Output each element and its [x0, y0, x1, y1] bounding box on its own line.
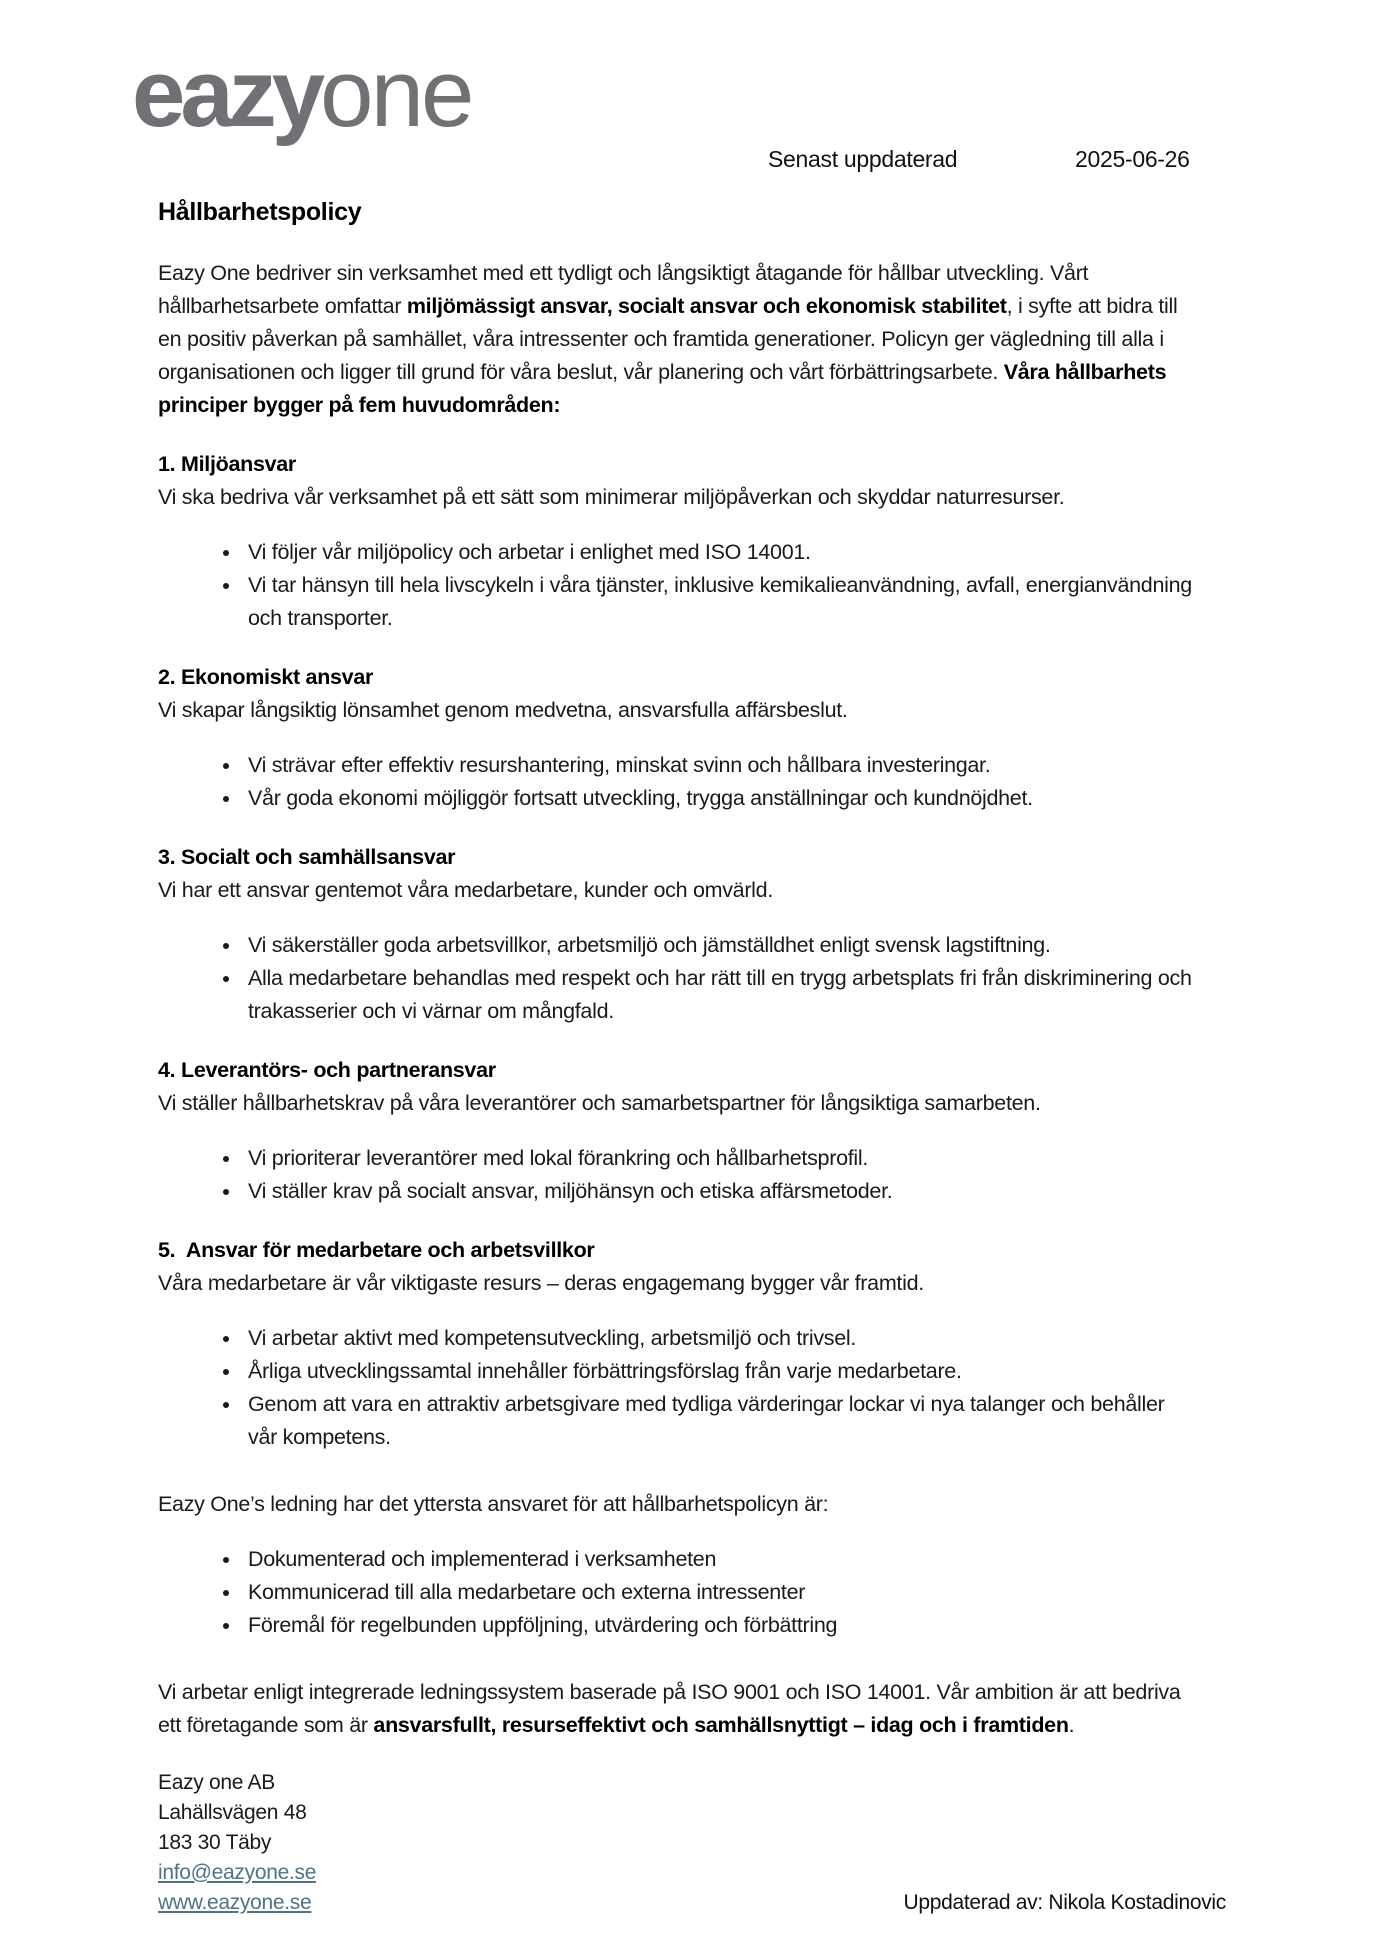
- section-socialt-ansvar: [158, 841, 1194, 1028]
- section-lead: Våra medarbetare är vår viktigaste resurs – deras engagemang bygger vår framtid.: [158, 1270, 924, 1295]
- closing-text: .: [1068, 1712, 1075, 1737]
- bullet-list: [158, 929, 1194, 1028]
- bullet-item: • Vi ställer krav på socialt ansvar, miljöhänsyn och etiska affärsmetoder.: [242, 1175, 1194, 1208]
- footer-company: Eazy one AB: [158, 1770, 275, 1794]
- website-link[interactable]: www.eazyone.se: [158, 1890, 312, 1914]
- section-ledningsansvar: [158, 1488, 1194, 1642]
- eazyone-logo: [132, 42, 1194, 146]
- page-title: Hållbarhetspolicy: [158, 197, 362, 226]
- bullet-item: • Vår goda ekonomi möjliggör fortsatt utveckling, trygga anställningar och kundnöjdhet.: [242, 782, 1194, 815]
- intro-text-bold: Våra hållbarhets principer bygger på fem huvudområden:: [158, 359, 1167, 417]
- logo-light-part: one: [320, 40, 472, 147]
- intro-text-bold: miljömässigt ansvar, socialt ansvar och ekonomisk stabilitet: [406, 293, 1007, 318]
- intro-text: Eazy One bedriver sin verksamhet med ett tydligt och långsiktigt åtagande för hållbar utveckling. Vårt hållbarhetsarbete omfattar: [158, 260, 1089, 318]
- section-lead: Vi ställer hållbarhetskrav på våra leverantörer och samarbetspartner för långsiktiga samarbeten.: [158, 1090, 1041, 1115]
- section-lead: Vi ska bedriva vår verksamhet på ett sätt som minimerar miljöpåverkan och skyddar naturresurser.: [158, 484, 1065, 509]
- bullet-list: [158, 1142, 1194, 1208]
- bullet-list: [158, 749, 1194, 815]
- intro-text: , i syfte att bidra till en positiv påverkan på samhället, våra intressenter och framtida generationer. Policyn ger vägledning till alla i organisationen och ligger till grund för våra beslut, vår planering och vårt förbättringsarbete.: [158, 293, 1178, 384]
- bullet-item: • Vi tar hänsyn till hela livscykeln i våra tjänster, inklusive kemikalieanvändning, avfall, energianvändning och transporter.: [242, 569, 1194, 635]
- closing-text: Vi arbetar enligt integrerade ledningssystem baserade på ISO 9001 och ISO 14001. Vår ambition är att bedriva ett företagande som är: [158, 1679, 1181, 1737]
- bullet-item: • Vi prioriterar leverantörer med lokal förankring och hållbarhetsprofil.: [242, 1142, 1194, 1175]
- section-heading: 4. Leverantörs- och partneransvar: [158, 1057, 496, 1082]
- section-heading: 3. Socialt och samhällsansvar: [158, 844, 456, 869]
- email-link[interactable]: info@eazyone.se: [158, 1860, 317, 1884]
- section-heading: 2. Ekonomiskt ansvar: [158, 664, 374, 689]
- section-leverantorsansvar: [158, 1054, 1194, 1208]
- footer-street: Lahällsvägen 48: [158, 1800, 307, 1824]
- bullet-list: [158, 536, 1194, 635]
- bullet-item: • Alla medarbetare behandlas med respekt och har rätt till en trygg arbetsplats fri från diskriminering och trakasserier och vi värnar om mångfald.: [242, 962, 1194, 1028]
- updated-by-text: Uppdaterad av: Nikola Kostadinovic: [903, 1890, 1226, 1914]
- section-miljoansvar: [158, 448, 1194, 635]
- bullet-item: • Dokumenterad och implementerad i verksamheten: [242, 1543, 1194, 1576]
- section-lead: Vi har ett ansvar gentemot våra medarbetare, kunder och omvärld.: [158, 877, 773, 902]
- section-medarbetaransvar: [158, 1234, 1194, 1454]
- intro-paragraph: [158, 257, 1194, 422]
- section-ekonomiskt-ansvar: [158, 661, 1194, 815]
- bullet-item: • Föremål för regelbunden uppföljning, utvärdering och förbättring: [242, 1609, 1194, 1642]
- management-lead: Eazy One’s ledning har det yttersta ansvaret för att hållbarhetspolicyn är:: [158, 1491, 829, 1516]
- section-lead: Vi skapar långsiktig lönsamhet genom medvetna, ansvarsfulla affärsbeslut.: [158, 697, 848, 722]
- closing-text-bold: ansvarsfullt, resurseffektivt och samhällsnyttigt – idag och i framtiden: [373, 1712, 1069, 1737]
- last-updated-date: 2025-06-26: [1075, 146, 1190, 172]
- bullet-list: [158, 1543, 1194, 1642]
- bullet-item: • Vi säkerställer goda arbetsvillkor, arbetsmiljö och jämställdhet enligt svensk lagstiftning.: [242, 929, 1194, 962]
- closing-paragraph: [158, 1676, 1194, 1742]
- bullet-list: [158, 1322, 1194, 1454]
- footer-postal: 183 30 Täby: [158, 1830, 272, 1854]
- bullet-item: • Kommunicerad till alla medarbetare och externa intressenter: [242, 1576, 1194, 1609]
- last-updated-label: Senast uppdaterad: [768, 146, 958, 172]
- bullet-item: • Årliga utvecklingssamtal innehåller förbättringsförslag från varje medarbetare.: [242, 1355, 1194, 1388]
- section-heading: 1. Miljöansvar: [158, 451, 296, 476]
- bullet-item: • Vi strävar efter effektiv resurshantering, minskat svinn och hållbara investeringar.: [242, 749, 1194, 782]
- logo-bold-part: eazy: [132, 40, 321, 147]
- bullet-item: • Genom att vara en attraktiv arbetsgivare med tydliga värderingar lockar vi nya talanger och behåller vår kompetens.: [242, 1388, 1194, 1454]
- bullet-item: • Vi arbetar aktivt med kompetensutveckling, arbetsmiljö och trivsel.: [242, 1322, 1194, 1355]
- footer: [158, 1768, 1226, 1918]
- bullet-item: • Vi följer vår miljöpolicy och arbetar i enlighet med ISO 14001.: [242, 536, 1194, 569]
- section-heading: 5. Ansvar för medarbetare och arbetsvillkor: [158, 1237, 595, 1262]
